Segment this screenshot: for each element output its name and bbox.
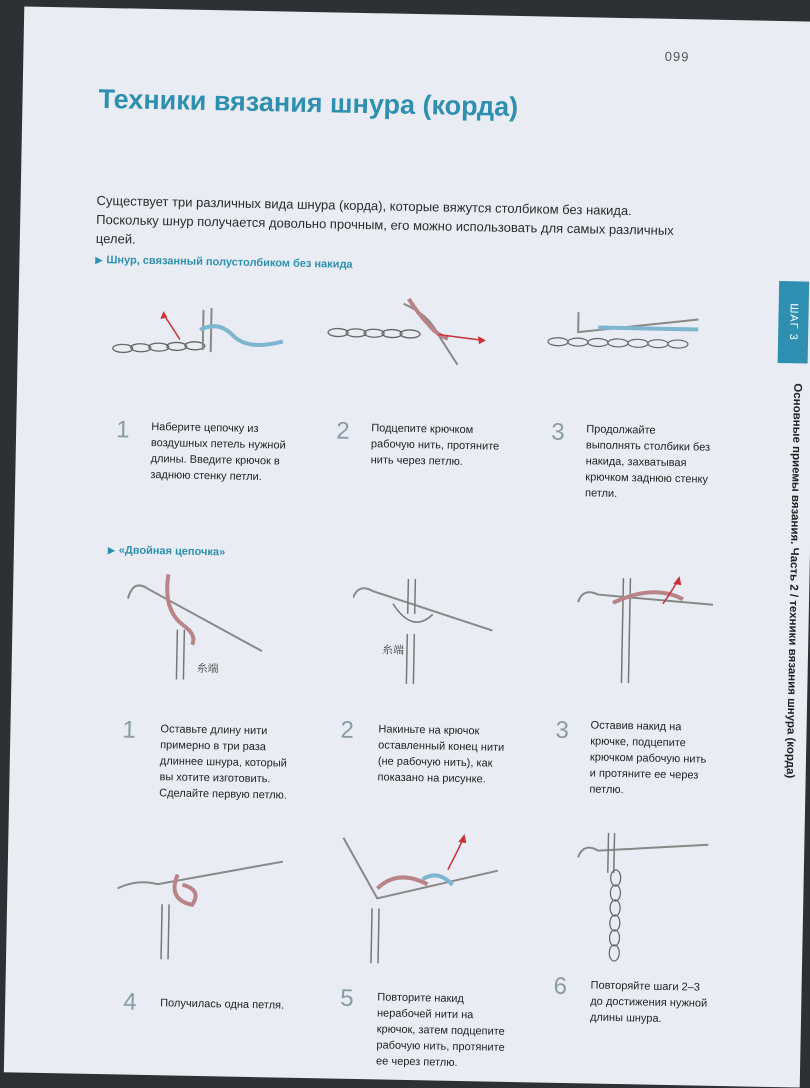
triangle-marker-icon: ▶ [107, 545, 115, 556]
arrowhead-icon [458, 834, 466, 843]
yarn-tail [406, 634, 414, 684]
s1-step-3-number: 3 [550, 418, 565, 446]
working-yarn [200, 326, 283, 346]
s2-step-2-text: Накиньте на крючок оставленный конец нити (не рабочую нить), как показано на рисунке. [377, 723, 505, 786]
s2-step-1-number: 1 [122, 716, 137, 744]
triangle-marker-icon: ▶ [95, 254, 103, 266]
loop-yarn [408, 299, 449, 339]
illustration-s1-step3 [537, 296, 719, 379]
illustration-s2-step1 [121, 568, 273, 691]
yarn-tail [176, 630, 184, 680]
s2-step-1-text: Оставьте длину нити примерно в три раза длиннее шнура, который вы хотите изготовить. Сделайте первую петлю. [159, 723, 288, 802]
section-heading-2-text: «Двойная цепочка» [118, 544, 226, 559]
s2-step-5-number: 5 [340, 984, 354, 1012]
crochet-hook [403, 304, 459, 365]
chain-stitches [548, 338, 688, 349]
loop-yarn [377, 877, 427, 889]
book-page [4, 6, 810, 1087]
finished-cord [609, 870, 621, 961]
working-yarn [598, 328, 698, 330]
running-title: Основные приемы вязания. Часть 2 / техники вязания шнура (корда) [783, 383, 804, 779]
illustration-s1-step2 [317, 292, 499, 375]
direction-arrow-icon [163, 314, 180, 339]
s1-step-3-text: Продолжайте выполнять столбики без накида, захватывая крючком заднюю стенку петли. [584, 423, 711, 500]
s2-step-3-number: 3 [555, 716, 570, 745]
yarn-tail [371, 908, 379, 963]
yarn-tail [621, 578, 630, 683]
intro-paragraph: Существует три различных вида шнура (корда), которые вяжутся столбиком без накида. Поскольку шнур получается довольно прочным, его можно использовать для самых различных целей. [95, 192, 674, 247]
arrowhead-icon [673, 576, 681, 585]
direction-arrow-icon [448, 838, 464, 870]
s1-step-2-number: 2 [335, 417, 350, 445]
section-heading-1-text: Шнур, связанный полустолбиком без накида [106, 254, 353, 271]
illustration-s1-step1 [107, 288, 289, 371]
s2-step-3-text: Оставив накид на крючке, подцепите крючком рабочую нить и протяните ее через петлю. [589, 719, 707, 797]
illustration-s2-step6 [566, 822, 719, 975]
section-heading-2 [108, 544, 226, 558]
page-title: Техники вязания шнура (корда) [98, 83, 519, 122]
crochet-hook [342, 838, 498, 901]
illustration-s2-step2 [351, 573, 503, 696]
chain-stitches [328, 328, 420, 338]
s2-step-6-text: Повторяйте шаги 2–3 до достижения нужной длины шнура. [589, 979, 708, 1025]
chain-stitches [113, 340, 205, 354]
chapter-tab [778, 281, 810, 364]
s2-step-2-number: 2 [340, 716, 355, 744]
arrowhead-icon [478, 336, 486, 344]
tail-label: 糸端 [381, 643, 405, 657]
s2-step-5-text: Повторите накид нерабочей нити на крючок, затем подцепите рабочую нить, протяните ее через петлю. [376, 991, 505, 1069]
crochet-hook [117, 858, 283, 891]
s1-step-1-number: 1 [115, 416, 130, 444]
yarn-tail [608, 833, 615, 873]
illustration-s2-step3 [571, 572, 723, 695]
s2-step-4-text: Получилась одна петля. [160, 997, 285, 1012]
illustration-s2-step4 [116, 843, 288, 966]
s1-step-1-text: Наберите цепочку из воздушных петель нужной длины. Введите крючок в заднюю стенку петли. [150, 420, 286, 484]
yarn-tail [161, 904, 169, 959]
chapter-tab-label: ШАГ 3 [787, 303, 800, 342]
page-number: 099 [664, 48, 690, 65]
crochet-hook [352, 588, 493, 630]
crochet-hook [578, 842, 708, 859]
section-heading-1 [95, 254, 352, 271]
working-yarn [408, 579, 416, 614]
loop-yarn [166, 574, 195, 645]
tail-label: 糸端 [196, 661, 219, 676]
s1-step-2-text: Подцепите крючком рабочую нить, протяните нить через петлю. [370, 422, 500, 468]
s2-step-4-number: 4 [122, 988, 137, 1016]
s2-step-6-number: 6 [553, 972, 568, 1001]
yarn-loop [393, 604, 433, 623]
illustration-s2-step5 [336, 828, 509, 971]
